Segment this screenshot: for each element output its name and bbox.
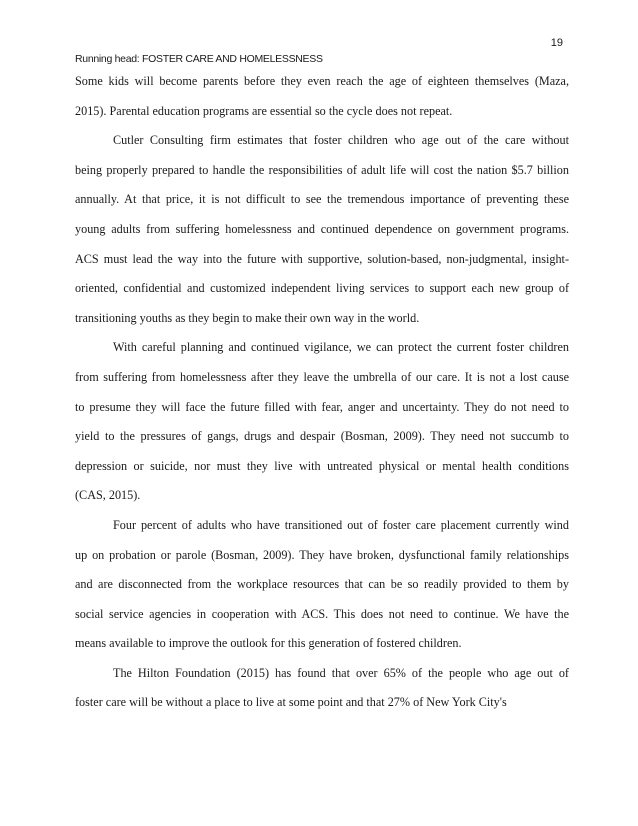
text-line: yield to the pressures of gangs, drugs and despair (Bosman, 2009). They need not succumb to — [75, 429, 569, 444]
page-number: 19 — [550, 37, 563, 49]
text-line: from suffering from homelessness after they leave the umbrella of our care. It is not a lost cause — [75, 369, 569, 384]
text-line: Some kids will become parents before they even reach the age of eighteen themselves (Maza, — [75, 74, 569, 88]
text-line: The Hilton Foundation (2015) has found that over 65% of the people who age out of — [113, 665, 569, 680]
running-head: Running head: FOSTER CARE AND HOMELESSNESS — [75, 53, 323, 65]
text-line: transitioning youths as they begin to make their own way in the world. — [75, 310, 420, 325]
text-line: to presume they will face the future filled with fear, anger and uncertainty. They do not need to — [75, 399, 569, 414]
text-line: being properly prepared to handle the responsibilities of adult life will cost the nation $5.7 billion — [75, 162, 569, 177]
text-line: ACS must lead the way into the future with supportive, solution-based, non-judgmental, insight- — [75, 251, 569, 266]
text-line: With careful planning and continued vigilance, we can protect the current foster children — [113, 340, 569, 355]
text-line: foster care will be without a place to live at some point and that 27% of New York City's — [75, 695, 507, 710]
text-line: young adults from suffering homelessness and continued dependence on government programs. — [75, 221, 569, 236]
text-line: means available to improve the outlook for this generation of fostered children. — [75, 636, 462, 651]
text-line: social service agencies in cooperation with ACS. This does not need to continue. We have the — [75, 606, 569, 621]
text-line: up on probation or parole (Bosman, 2009). They have broken, dysfunctional family relationships — [75, 547, 569, 562]
text-line: (CAS, 2015). — [75, 488, 141, 503]
body-text — [75, 72, 569, 723]
text-line: Four percent of adults who have transitioned out of foster care placement currently wind — [113, 517, 569, 532]
text-line: annually. At that price, it is not difficult to see the tremendous importance of preventing these — [75, 192, 569, 207]
text-line: oriented, confidential and customized independent living services to support each new group of — [75, 281, 569, 296]
text-line: 2015). Parental education programs are essential so the cycle does not repeat. — [75, 103, 453, 118]
text-line: depression or suicide, nor must they live with untreated physical or mental health conditions — [75, 458, 569, 473]
text-line: and are disconnected from the workplace resources that can be so readily provided to them by — [75, 577, 569, 592]
text-line: Cutler Consulting firm estimates that foster children who age out of the care without — [113, 133, 569, 148]
